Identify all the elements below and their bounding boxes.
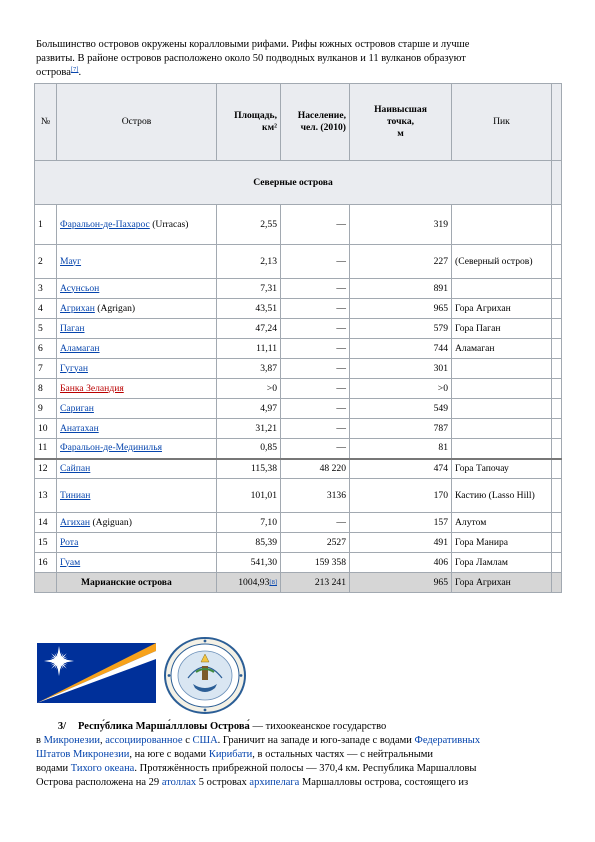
area-cell: 541,30 — [217, 553, 281, 573]
island-link[interactable]: Асунсьон — [60, 282, 100, 294]
population-cell: 48 220 — [281, 459, 350, 479]
marshall-islands-flag-image — [37, 643, 156, 703]
island-link[interactable]: Рота — [60, 536, 79, 548]
intro-line-1: Большинство островов окружены коралловыми рифами. Рифы южных островов старше и лучше — [36, 39, 470, 50]
kiribati-link[interactable]: Кирибати — [208, 749, 253, 760]
peak-cell: Аламаган — [452, 339, 552, 359]
height-cell: 549 — [350, 399, 452, 419]
islands-table — [34, 83, 562, 593]
section-3-paragraph: 3/ Респу́блика Марша́ллловы Острова́ — тихоокеанское государство в Микронезии, ассоциированное с США. Граничит на западе и юго-западе с водами Федеративных Штатов Микронезии, на юге с водами Кирибати, в остальных частях — с нейтральными водами Тихого океана. Протяжённость прибрежной полосы — 370,4 км. Республика Маршалловы Острова расположена на 29 атоллах 5 островах архипелага Маршалловы острова, состоящего из — [36, 721, 481, 788]
height-cell: 227 — [350, 245, 452, 279]
pacific-ocean-link[interactable]: Тихого океана — [70, 763, 135, 774]
row-number: 7 — [35, 359, 57, 379]
population-cell: — — [281, 379, 350, 399]
area-cell: >0 — [217, 379, 281, 399]
island-link[interactable]: Сариган — [60, 402, 94, 414]
island-link[interactable]: Агрихан — [60, 302, 95, 314]
population-cell: — — [281, 205, 350, 245]
row-number: 15 — [35, 533, 57, 553]
population-cell: — — [281, 513, 350, 533]
table-row — [35, 399, 562, 419]
intro-paragraph: Большинство островов окружены коралловыми рифами. Рифы южных островов старше и лучше развиты. В районе островов расположено около 50 подводных вулканов и 11 вулканов образуют острова[7]. — [36, 38, 556, 80]
intro-line-2: развиты. В районе островов расположено около 50 подводных вулканов и 11 вулканов образуют — [36, 53, 466, 64]
peak-cell — [452, 279, 552, 299]
island-cell — [57, 459, 217, 479]
area-cell: 3,87 — [217, 359, 281, 379]
height-cell: 891 — [350, 279, 452, 299]
table-row — [35, 459, 562, 479]
table-row — [35, 513, 562, 533]
area-cell: 11,11 — [217, 339, 281, 359]
area-cell: 115,38 — [217, 459, 281, 479]
area-cell: 47,24 — [217, 319, 281, 339]
height-cell: 579 — [350, 319, 452, 339]
section-title: Северные острова — [35, 161, 552, 205]
population-cell: — — [281, 279, 350, 299]
population-cell: — — [281, 245, 350, 279]
island-cell — [57, 479, 217, 513]
peak-cell: Гора Манира — [452, 533, 552, 553]
col-header-area: Площадь, км² — [217, 84, 281, 161]
peak-cell: Гора Ламлам — [452, 553, 552, 573]
row-number: 5 — [35, 319, 57, 339]
total-area: 1004,93[8] — [217, 573, 281, 593]
associated-link[interactable]: ассоциированное — [105, 735, 183, 746]
peak-cell — [452, 379, 552, 399]
island-alt-name: (Urracas) — [149, 218, 189, 230]
area-cell: 2,13 — [217, 245, 281, 279]
row-number: 14 — [35, 513, 57, 533]
table-row — [35, 319, 562, 339]
peak-cell: Гора Агрихан — [452, 299, 552, 319]
row-number: 10 — [35, 419, 57, 439]
col-header-island: Остров — [57, 84, 217, 161]
area-cell: 2,55 — [217, 205, 281, 245]
height-cell: 491 — [350, 533, 452, 553]
population-cell: — — [281, 299, 350, 319]
island-alt-name: (Agiguan) — [90, 516, 132, 528]
island-cell — [57, 299, 217, 319]
section-number: 3/ — [57, 721, 66, 732]
table-row — [35, 279, 562, 299]
height-cell: 319 — [350, 205, 452, 245]
area-cell: 85,39 — [217, 533, 281, 553]
island-cell — [57, 533, 217, 553]
table-row — [35, 379, 562, 399]
row-number: 16 — [35, 553, 57, 573]
population-cell: — — [281, 399, 350, 419]
island-cell — [57, 359, 217, 379]
peak-cell — [452, 205, 552, 245]
height-cell: 787 — [350, 419, 452, 439]
island-cell — [57, 339, 217, 359]
island-cell — [57, 553, 217, 573]
peak-cell: (Северный остров) — [452, 245, 552, 279]
island-cell — [57, 205, 217, 245]
peak-cell: Кастию (Lasso Hill) — [452, 479, 552, 513]
island-link[interactable]: Фаральон-де-Пахарос — [60, 218, 150, 230]
peak-cell — [452, 419, 552, 439]
row-number: 2 — [35, 245, 57, 279]
col-header-peak: Пик — [452, 84, 552, 161]
peak-cell — [452, 439, 552, 459]
row-number: 13 — [35, 479, 57, 513]
row-number: 8 — [35, 379, 57, 399]
island-cell — [57, 245, 217, 279]
island-link[interactable]: Анатахан — [60, 422, 99, 434]
island-link[interactable]: Мауг — [60, 255, 82, 267]
row-number: 3 — [35, 279, 57, 299]
island-link[interactable]: Гугуан — [60, 362, 88, 374]
island-cell — [57, 513, 217, 533]
row-number: 4 — [35, 299, 57, 319]
total-row — [35, 573, 562, 593]
col-header-population: Население, чел. (2010) — [281, 84, 350, 161]
atolls-link[interactable]: атоллах — [161, 777, 197, 788]
area-cell: 0,85 — [217, 439, 281, 459]
peak-cell — [452, 399, 552, 419]
area-cell: 43,51 — [217, 299, 281, 319]
table-row — [35, 439, 562, 459]
table-row — [35, 299, 562, 319]
usa-link[interactable]: США — [192, 735, 218, 746]
island-link[interactable]: Паган — [60, 322, 85, 334]
table-row — [35, 479, 562, 513]
total-height: 965 — [350, 573, 452, 593]
height-cell: 406 — [350, 553, 452, 573]
row-number: 11 — [35, 439, 57, 459]
population-cell: — — [281, 359, 350, 379]
peak-cell: Алутом — [452, 513, 552, 533]
intro-line-3: острова — [36, 67, 71, 78]
table-row — [35, 205, 562, 245]
row-number: 1 — [35, 205, 57, 245]
population-cell: — — [281, 319, 350, 339]
peak-cell: Гора Паган — [452, 319, 552, 339]
island-link[interactable]: Гуам — [60, 556, 81, 568]
total-name: Марианские острова — [57, 573, 217, 593]
island-link[interactable]: Аламаган — [60, 342, 100, 354]
table-header-row — [35, 84, 562, 161]
island-cell — [57, 439, 217, 459]
population-cell: — — [281, 439, 350, 459]
population-cell: 2527 — [281, 533, 350, 553]
col-header-height: Наивысшая точка, м — [350, 84, 452, 161]
height-cell: 157 — [350, 513, 452, 533]
island-cell — [57, 279, 217, 299]
island-link[interactable]: Банка Зеландия — [60, 382, 124, 394]
section-title: Респу́блика Марша́ллловы Острова́ — [78, 721, 250, 732]
archipelago-link[interactable]: архипелага — [249, 777, 300, 788]
height-cell: 965 — [350, 299, 452, 319]
table-row — [35, 359, 562, 379]
height-cell: >0 — [350, 379, 452, 399]
area-cell: 7,10 — [217, 513, 281, 533]
fsm-link[interactable]: Федеративных — [414, 735, 481, 746]
area-cell: 4,97 — [217, 399, 281, 419]
peak-cell: Гора Тапочау — [452, 459, 552, 479]
ref-7-link[interactable]: [7] — [70, 66, 79, 73]
island-alt-name: (Agrigan) — [94, 302, 136, 314]
height-cell: 744 — [350, 339, 452, 359]
island-link[interactable]: Сайпан — [60, 462, 91, 474]
peak-cell — [452, 359, 552, 379]
marshall-islands-seal-image — [163, 636, 247, 715]
micronesia-link[interactable]: Микронезии — [43, 735, 100, 746]
island-link[interactable]: Тиниан — [60, 489, 91, 501]
table-row — [35, 533, 562, 553]
row-number: 12 — [35, 459, 57, 479]
island-cell — [57, 399, 217, 419]
table-row — [35, 245, 562, 279]
table-row — [35, 553, 562, 573]
island-cell — [57, 379, 217, 399]
col-header-extra — [552, 84, 562, 161]
row-number: 6 — [35, 339, 57, 359]
height-cell: 81 — [350, 439, 452, 459]
height-cell: 474 — [350, 459, 452, 479]
table-row — [35, 339, 562, 359]
section-row-north — [35, 161, 562, 205]
population-cell: 159 358 — [281, 553, 350, 573]
area-cell: 31,21 — [217, 419, 281, 439]
area-cell: 7,31 — [217, 279, 281, 299]
table-row — [35, 419, 562, 439]
island-cell — [57, 319, 217, 339]
population-cell: — — [281, 419, 350, 439]
island-cell — [57, 419, 217, 439]
ref-8-link[interactable]: [8] — [269, 578, 277, 586]
col-header-num: № — [35, 84, 57, 161]
height-cell: 301 — [350, 359, 452, 379]
total-population: 213 241 — [281, 573, 350, 593]
area-cell: 101,01 — [217, 479, 281, 513]
fsm-link-cont[interactable]: Штатов Микронезии — [36, 749, 130, 760]
island-link[interactable]: Фаральон-де-Мединилья — [60, 442, 162, 454]
island-link[interactable]: Агихан — [60, 516, 91, 528]
population-cell: — — [281, 339, 350, 359]
total-peak: Гора Агрихан — [452, 573, 552, 593]
population-cell: 3136 — [281, 479, 350, 513]
height-cell: 170 — [350, 479, 452, 513]
row-number: 9 — [35, 399, 57, 419]
